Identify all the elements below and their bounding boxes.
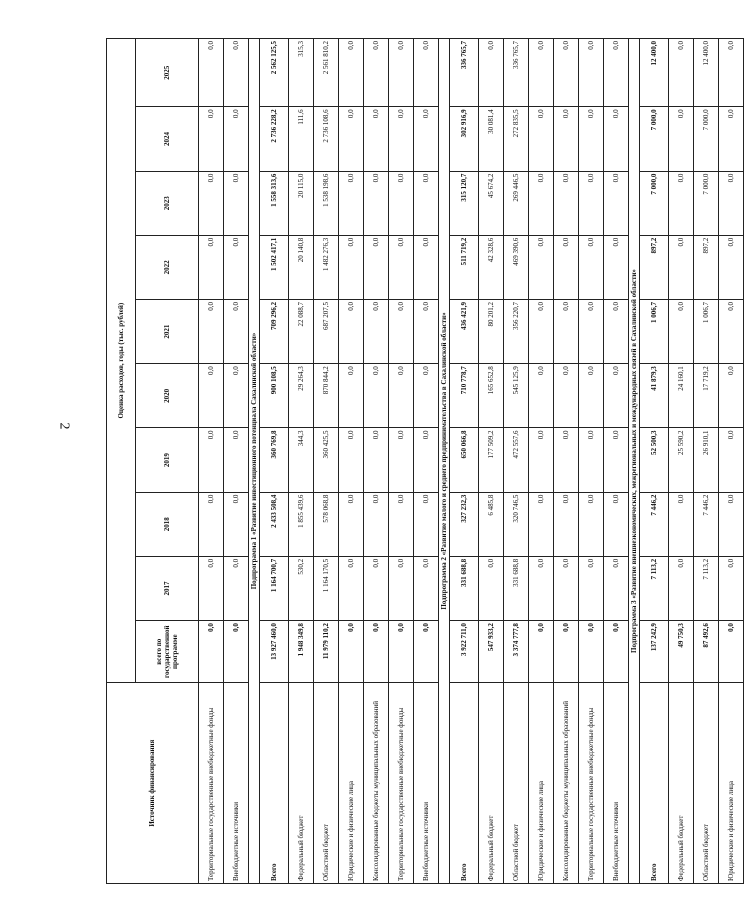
value-cell: 0,0: [554, 300, 579, 364]
value-cell: 12 400,0: [694, 39, 719, 107]
value-cell: 0,0: [339, 39, 364, 107]
value-cell: 0,0: [529, 171, 554, 235]
table-row: [529, 39, 554, 884]
source-cell: Внебюджетные источники: [604, 683, 629, 884]
value-cell: 0,0: [199, 556, 224, 620]
value-cell: 0,0: [339, 556, 364, 620]
value-cell: 0,0: [579, 107, 604, 171]
value-cell: 12 400,0: [640, 39, 669, 107]
value-cell: 530,2: [289, 556, 314, 620]
total-cell: 0,0: [554, 621, 579, 683]
value-cell: 0,0: [579, 235, 604, 299]
table-row: [414, 39, 439, 884]
value-cell: 7 000,0: [694, 171, 719, 235]
value-cell: 0,0: [604, 364, 629, 428]
year-header: 2018: [136, 492, 199, 556]
value-cell: 0,0: [719, 428, 744, 492]
value-cell: 0,0: [224, 300, 249, 364]
total-cell: 0,0: [339, 621, 364, 683]
value-cell: 327 232,3: [450, 492, 479, 556]
value-cell: 0,0: [579, 492, 604, 556]
value-cell: 0,0: [669, 556, 694, 620]
value-cell: 0,0: [364, 364, 389, 428]
value-cell: 0,0: [199, 364, 224, 428]
value-cell: 0,0: [669, 492, 694, 556]
value-cell: 6 485,8: [479, 492, 504, 556]
value-cell: 0,0: [389, 107, 414, 171]
table-row: [554, 39, 579, 884]
total-cell: 3 374 777,8: [504, 621, 529, 683]
value-cell: 24 160,1: [669, 364, 694, 428]
value-cell: 22 088,7: [289, 300, 314, 364]
value-cell: 7 000,0: [694, 107, 719, 171]
value-cell: 710 778,7: [450, 364, 479, 428]
total-cell: 0,0: [579, 621, 604, 683]
source-cell: Федеральный бюджет: [669, 683, 694, 884]
value-cell: 45 674,2: [479, 171, 504, 235]
value-cell: 0,0: [719, 107, 744, 171]
table-row: [479, 39, 504, 884]
value-cell: 0,0: [669, 300, 694, 364]
value-cell: 0,0: [414, 39, 439, 107]
value-cell: 17 719,2: [694, 364, 719, 428]
value-cell: 0,0: [529, 107, 554, 171]
value-cell: 331 688,8: [504, 556, 529, 620]
value-cell: 0,0: [199, 428, 224, 492]
year-header: 2022: [136, 235, 199, 299]
source-cell: Всего: [640, 683, 669, 884]
value-cell: 0,0: [414, 300, 439, 364]
value-cell: 0,0: [389, 364, 414, 428]
value-cell: 1 538 198,6: [314, 171, 339, 235]
table-row: [669, 39, 694, 884]
table-row: [719, 39, 744, 884]
value-cell: 0,0: [719, 235, 744, 299]
value-cell: 0,0: [364, 300, 389, 364]
value-cell: 0,0: [529, 364, 554, 428]
value-cell: 0,0: [579, 556, 604, 620]
value-cell: 0,0: [579, 428, 604, 492]
value-cell: 30 081,4: [479, 107, 504, 171]
value-cell: 52 500,3: [640, 428, 669, 492]
value-cell: 0,0: [414, 171, 439, 235]
year-header: 2024: [136, 107, 199, 171]
value-cell: 42 328,6: [479, 235, 504, 299]
total-cell: 137 242,9: [640, 621, 669, 683]
value-cell: 0,0: [579, 171, 604, 235]
subprogram-row: [629, 39, 640, 884]
value-cell: 0,0: [554, 364, 579, 428]
value-cell: 0,0: [414, 364, 439, 428]
value-cell: 0,0: [364, 556, 389, 620]
source-cell: Юридические и физические лица: [719, 683, 744, 884]
value-cell: 315 120,7: [450, 171, 479, 235]
value-cell: 0,0: [554, 39, 579, 107]
value-cell: 0,0: [719, 39, 744, 107]
value-cell: 0,0: [669, 235, 694, 299]
value-cell: 29 264,3: [289, 364, 314, 428]
source-cell: Областной бюджет: [314, 683, 339, 884]
source-cell: Территориальные государственные внебюджетные фонды: [199, 683, 224, 884]
total-cell: 0,0: [719, 621, 744, 683]
table-body: [199, 39, 744, 884]
value-cell: 0,0: [554, 556, 579, 620]
table-row: [289, 39, 314, 884]
rotated-table-container: [106, 38, 736, 884]
value-cell: 0,0: [529, 428, 554, 492]
value-cell: 1 855 439,6: [289, 492, 314, 556]
value-cell: 0,0: [719, 171, 744, 235]
total-cell: 87 492,6: [694, 621, 719, 683]
value-cell: 0,0: [529, 39, 554, 107]
value-cell: 320 746,5: [504, 492, 529, 556]
year-header: 2023: [136, 171, 199, 235]
value-cell: 2 562 125,5: [260, 39, 289, 107]
value-cell: 0,0: [554, 492, 579, 556]
value-cell: 0,0: [414, 556, 439, 620]
value-cell: 0,0: [479, 39, 504, 107]
value-cell: 897,2: [694, 235, 719, 299]
value-cell: 360 425,5: [314, 428, 339, 492]
year-header: 2021: [136, 300, 199, 364]
value-cell: 0,0: [719, 492, 744, 556]
value-cell: 0,0: [224, 428, 249, 492]
source-cell: Консолидированные бюджеты муниципальных образований: [554, 683, 579, 884]
source-cell: Внебюджетные источники: [224, 683, 249, 884]
value-cell: 7 000,0: [640, 171, 669, 235]
value-cell: 0,0: [579, 364, 604, 428]
total-cell: 0,0: [389, 621, 414, 683]
value-cell: 0,0: [604, 428, 629, 492]
header-row-top: [107, 39, 136, 884]
value-cell: 1 006,7: [640, 300, 669, 364]
page-number: 2: [56, 422, 72, 430]
table-row: [364, 39, 389, 884]
source-cell: Областной бюджет: [694, 683, 719, 884]
value-cell: 0,0: [719, 364, 744, 428]
total-cell: 49 750,3: [669, 621, 694, 683]
table-row: [504, 39, 529, 884]
year-header: 2020: [136, 364, 199, 428]
total-cell: 0,0: [199, 621, 224, 683]
table-row: [339, 39, 364, 884]
value-cell: 2 433 508,4: [260, 492, 289, 556]
value-cell: 0,0: [389, 39, 414, 107]
value-cell: 0,0: [414, 492, 439, 556]
value-cell: 7 113,2: [694, 556, 719, 620]
value-cell: 0,0: [414, 235, 439, 299]
value-cell: 0,0: [604, 492, 629, 556]
value-cell: 0,0: [554, 171, 579, 235]
value-cell: 20 115,0: [289, 171, 314, 235]
value-cell: 269 446,5: [504, 171, 529, 235]
value-cell: 7 113,2: [640, 556, 669, 620]
total-cell: 0,0: [529, 621, 554, 683]
value-cell: 0,0: [719, 556, 744, 620]
value-cell: 0,0: [199, 300, 224, 364]
budget-table: [106, 38, 744, 884]
total-cell: 0,0: [604, 621, 629, 683]
total-cell: 1 948 349,8: [289, 621, 314, 683]
value-cell: 1 006,7: [694, 300, 719, 364]
table-row: [260, 39, 289, 884]
source-cell: Всего: [450, 683, 479, 884]
value-cell: 272 835,5: [504, 107, 529, 171]
value-cell: 0,0: [199, 39, 224, 107]
total-cell: 547 933,2: [479, 621, 504, 683]
value-cell: 0,0: [669, 107, 694, 171]
value-cell: 336 765,7: [450, 39, 479, 107]
value-cell: 436 421,9: [450, 300, 479, 364]
value-cell: 0,0: [224, 556, 249, 620]
source-cell: Территориальные государственные внебюджетные фонды: [579, 683, 604, 884]
value-cell: 0,0: [364, 235, 389, 299]
source-cell: Внебюджетные источники: [414, 683, 439, 884]
value-cell: 2 561 810,2: [314, 39, 339, 107]
value-cell: 0,0: [604, 39, 629, 107]
value-cell: 0,0: [199, 235, 224, 299]
value-cell: 687 207,5: [314, 300, 339, 364]
table-row: [579, 39, 604, 884]
table-row: [450, 39, 479, 884]
value-cell: 897,2: [640, 235, 669, 299]
value-cell: 0,0: [604, 107, 629, 171]
value-cell: 177 509,2: [479, 428, 504, 492]
value-cell: 469 390,6: [504, 235, 529, 299]
year-header: 2025: [136, 39, 199, 107]
value-cell: 511 719,2: [450, 235, 479, 299]
value-cell: 80 201,2: [479, 300, 504, 364]
value-cell: 0,0: [604, 235, 629, 299]
table-row: [640, 39, 669, 884]
total-cell: 11 979 110,2: [314, 621, 339, 683]
value-cell: 0,0: [529, 300, 554, 364]
value-cell: 545 125,9: [504, 364, 529, 428]
value-cell: 0,0: [339, 428, 364, 492]
table-row: [314, 39, 339, 884]
value-cell: 2 736 108,6: [314, 107, 339, 171]
value-cell: 900 108,5: [260, 364, 289, 428]
value-cell: 336 765,7: [504, 39, 529, 107]
value-cell: 0,0: [199, 492, 224, 556]
value-cell: 709 296,2: [260, 300, 289, 364]
value-cell: 7 000,0: [640, 107, 669, 171]
value-cell: 0,0: [224, 235, 249, 299]
subprogram-title: Подпрограмма 2 «Развитие малого и среднего предпринимательства в Сахалинской области»: [439, 39, 450, 884]
source-cell: Консолидированные бюджеты муниципальных образований: [364, 683, 389, 884]
value-cell: 0,0: [719, 300, 744, 364]
value-cell: 1 164 700,7: [260, 556, 289, 620]
value-cell: 0,0: [224, 171, 249, 235]
value-cell: 1 164 170,5: [314, 556, 339, 620]
value-cell: 165 652,8: [479, 364, 504, 428]
year-header: 2017: [136, 556, 199, 620]
value-cell: 0,0: [579, 300, 604, 364]
value-cell: 0,0: [224, 107, 249, 171]
value-cell: 0,0: [669, 39, 694, 107]
estimate-header: Оценка расходов, годы (тыс. рублей): [107, 39, 136, 683]
year-header: 2019: [136, 428, 199, 492]
subprogram-row: [439, 39, 450, 884]
value-cell: 0,0: [224, 364, 249, 428]
value-cell: 0,0: [389, 171, 414, 235]
value-cell: 0,0: [199, 171, 224, 235]
value-cell: 0,0: [364, 39, 389, 107]
source-cell: Территориальные государственные внебюджетные фонды: [389, 683, 414, 884]
value-cell: 0,0: [604, 171, 629, 235]
source-cell: Всего: [260, 683, 289, 884]
value-cell: 0,0: [364, 492, 389, 556]
value-cell: 0,0: [414, 107, 439, 171]
value-cell: 20 140,8: [289, 235, 314, 299]
table-row: [389, 39, 414, 884]
value-cell: 0,0: [414, 428, 439, 492]
value-cell: 111,6: [289, 107, 314, 171]
value-cell: 0,0: [529, 492, 554, 556]
value-cell: 0,0: [554, 235, 579, 299]
value-cell: 360 769,8: [260, 428, 289, 492]
value-cell: 0,0: [339, 171, 364, 235]
value-cell: 0,0: [604, 556, 629, 620]
value-cell: 0,0: [389, 235, 414, 299]
source-cell: Областной бюджет: [504, 683, 529, 884]
table-row: [604, 39, 629, 884]
subprogram-row: [249, 39, 260, 884]
value-cell: 0,0: [339, 235, 364, 299]
value-cell: 578 068,8: [314, 492, 339, 556]
value-cell: 0,0: [529, 235, 554, 299]
value-cell: 0,0: [339, 300, 364, 364]
value-cell: 41 879,3: [640, 364, 669, 428]
value-cell: 0,0: [364, 428, 389, 492]
value-cell: 1 482 276,3: [314, 235, 339, 299]
value-cell: 0,0: [554, 428, 579, 492]
value-cell: 344,3: [289, 428, 314, 492]
value-cell: 0,0: [224, 492, 249, 556]
total-header: всего по государственной программе: [136, 621, 199, 683]
total-cell: 0,0: [414, 621, 439, 683]
value-cell: 1 502 417,1: [260, 235, 289, 299]
value-cell: 25 590,2: [669, 428, 694, 492]
value-cell: 0,0: [339, 492, 364, 556]
value-cell: 0,0: [364, 171, 389, 235]
table-row: [199, 39, 224, 884]
value-cell: 0,0: [339, 107, 364, 171]
subprogram-title: Подпрограмма 1 «Развитие инвестиционного потенциала Сахалинской области»: [249, 39, 260, 884]
source-header: Источник финансирования: [107, 683, 199, 884]
value-cell: 870 844,2: [314, 364, 339, 428]
value-cell: 0,0: [339, 364, 364, 428]
value-cell: 0,0: [364, 107, 389, 171]
total-cell: 13 927 460,0: [260, 621, 289, 683]
value-cell: 0,0: [389, 428, 414, 492]
source-cell: Федеральный бюджет: [289, 683, 314, 884]
source-cell: Федеральный бюджет: [479, 683, 504, 884]
value-cell: 0,0: [604, 300, 629, 364]
total-cell: 0,0: [224, 621, 249, 683]
table-row: [694, 39, 719, 884]
value-cell: 2 736 228,2: [260, 107, 289, 171]
value-cell: 0,0: [579, 39, 604, 107]
value-cell: 0,0: [389, 492, 414, 556]
total-cell: 0,0: [364, 621, 389, 683]
value-cell: 26 910,1: [694, 428, 719, 492]
source-cell: Юридические и физические лица: [339, 683, 364, 884]
value-cell: 0,0: [199, 107, 224, 171]
value-cell: 472 557,6: [504, 428, 529, 492]
value-cell: 0,0: [529, 556, 554, 620]
value-cell: 650 066,8: [450, 428, 479, 492]
table-row: [224, 39, 249, 884]
value-cell: 0,0: [554, 107, 579, 171]
source-cell: Юридические и физические лица: [529, 683, 554, 884]
value-cell: 1 558 313,6: [260, 171, 289, 235]
value-cell: 7 446,2: [640, 492, 669, 556]
value-cell: 0,0: [389, 556, 414, 620]
value-cell: 0,0: [669, 171, 694, 235]
value-cell: 0,0: [224, 39, 249, 107]
value-cell: 302 916,9: [450, 107, 479, 171]
value-cell: 0,0: [389, 300, 414, 364]
value-cell: 0,0: [479, 556, 504, 620]
value-cell: 356 220,7: [504, 300, 529, 364]
value-cell: 7 446,2: [694, 492, 719, 556]
total-cell: 3 922 711,0: [450, 621, 479, 683]
value-cell: 315,3: [289, 39, 314, 107]
value-cell: 331 688,8: [450, 556, 479, 620]
subprogram-title: Подпрограмма 3 «Развитие внешнеэкономических, межрегиональных и международных связей в Сахалинской области»: [629, 39, 640, 884]
